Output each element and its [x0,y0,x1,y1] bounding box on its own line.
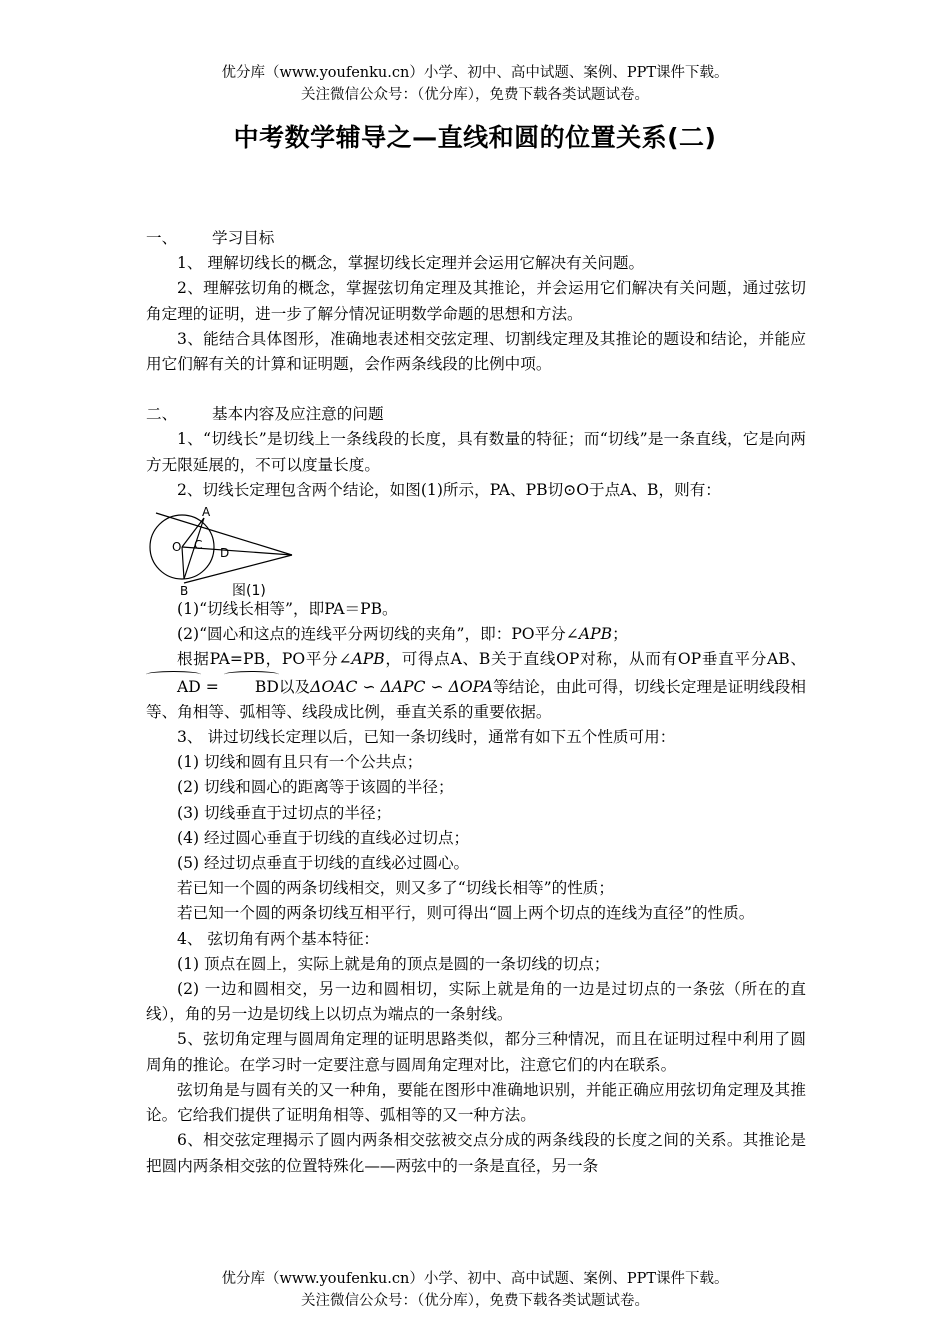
figure-1 [146,505,806,597]
arc-ad: AD [146,673,201,700]
tangent-diagram [146,505,306,597]
triangle-apc: ΔAPC [380,677,426,696]
section-1-heading [146,226,806,251]
feature-2: (2) 一边和圆相交，另一边和圆相切，实际上就是角的一边是过切点的一条弦（所在的直线），角的另一边是切线上以切点为端点的一条射线。 [146,980,806,1024]
label-c: C [194,538,203,553]
header-line-2: 关注微信公众号：（优分库），免费下载各类试题试卷。 [301,87,649,103]
section-1-number: 一、 [146,229,178,247]
figure-caption: 图(1) [232,583,266,598]
section-1-title: 学习目标 [212,229,275,247]
property-2: (2) 切线和圆心的距离等于该圆的半径； [177,778,454,797]
paragraph-2: 2、切线长定理包含两个结论，如图(1)所示，PA、PB切⊙O于点A、B，则有： [177,480,721,499]
label-o: O [172,540,182,555]
triangle-opa: ΔOPA [448,677,493,696]
angle-apb: ∠APB [565,625,613,644]
paragraph-5b: 弦切角是与圆有关的又一种角，要能在图形中准确地识别，并能正确应用弦切角定理及其推论。它给我们提供了证明角相等、弧相等的又一种方法。 [146,1080,806,1125]
goal-1: 1、 理解切线长的概念，掌握切线长定理并会运用它解决有关问题。 [177,254,645,273]
label-d: D [220,546,230,561]
paragraph-6: 6、相交弦定理揭示了圆内两条相交弦被交点分成的两条线段的长度之间的关系。其推论是把圆内两条相交弦的位置特殊化——两弦中的一条是直径，另一条 [146,1131,806,1175]
paragraph-1: 1、“切线长”是切线上一条线段的长度，具有数量的特征；而“切线”是一条直线，它是向两方无限延展的，不可以度量长度。 [146,430,806,474]
page-header [0,62,950,106]
paragraph-4: 4、 弦切角有两个基本特征： [177,929,380,948]
section-2-title: 基本内容及应注意的问题 [212,405,384,424]
header-line-1: 优分库（www.youfenku.cn）小学、初中、高中试题、案例、PPT课件下载。 [221,65,729,81]
document-title: 中考数学辅导之—直线和圆的位置关系(二) [233,123,717,152]
page-footer [0,1268,950,1312]
footer-line-2: 关注微信公众号：（优分库），免费下载各类试题试卷。 [301,1293,649,1309]
section-2-heading [146,402,806,427]
section-2-number: 二、 [146,405,178,424]
conclusion-2: (2)“圆心和这点的连线平分两切线的夹角”，即：PO平分∠APB； [177,625,628,644]
condition-1: 若已知一个圆的两条切线相交，则又多了“切线长相等”的性质； [177,879,614,898]
property-1: (1) 切线和圆有且只有一个公共点； [177,753,423,772]
label-b: B [180,584,189,598]
condition-2: 若已知一个圆的两条切线互相平行，则可得出“圆上两个切点的连线为直径”的性质。 [177,904,755,923]
similar-symbol: ∽ [425,677,449,696]
goal-3: 3、能结合具体图形，准确地表述相交弦定理、切割线定理及其推论的题设和结论，并能应用它们解有关的计算和证明题，会作两条线段的比例中项。 [146,329,806,374]
property-5: (5) 经过切点垂直于切线的直线必过圆心。 [177,854,470,873]
paragraph-3: 3、 讲过切线长定理以后，已知一条切线时，通常有如下五个性质可用： [177,728,676,747]
goal-2: 2、理解弦切角的概念，掌握弦切角定理及其推论，并会运用它们解决有关问题，通过弦切角定理的证明，进一步了解分情况证明数学命题的思想和方法。 [146,279,806,323]
triangle-oac: ΔOAC [310,677,358,696]
feature-1: (1) 顶点在圆上，实际上就是角的顶点是圆的一条切线的切点； [177,954,610,973]
reasoning-paragraph: 根据PA=PB，PO平分∠APB，可得点A、B关于直线OP对称，从而有OP垂直平分AB、AD = BD以及ΔOAC ∽ ΔAPC ∽ ΔOPA等结论，由此可得，切线长定理是证明线段相等、角相等、弧相等、线段成比例，垂直关系的重要依据。 [146,650,806,721]
document-body [146,226,806,1179]
paragraph-5: 5、弦切角定理与圆周角定理的证明思路类似，都分三种情况，而且在证明过程中利用了圆周角的推论。在学习时一定要注意与圆周角定理对比，注意它们的内在联系。 [146,1030,806,1074]
arc-bd: BD [224,673,279,700]
angle-apb-2: ∠APB [338,650,385,669]
conclusion-1: (1)“切线长相等”，即PA＝PB。 [177,600,398,619]
property-4: (4) 经过圆心垂直于切线的直线必过切点； [177,828,470,847]
property-3: (3) 切线垂直于过切点的半径； [177,803,392,822]
footer-line-1: 优分库（www.youfenku.cn）小学、初中、高中试题、案例、PPT课件下载。 [221,1271,729,1287]
label-a: A [202,505,211,520]
